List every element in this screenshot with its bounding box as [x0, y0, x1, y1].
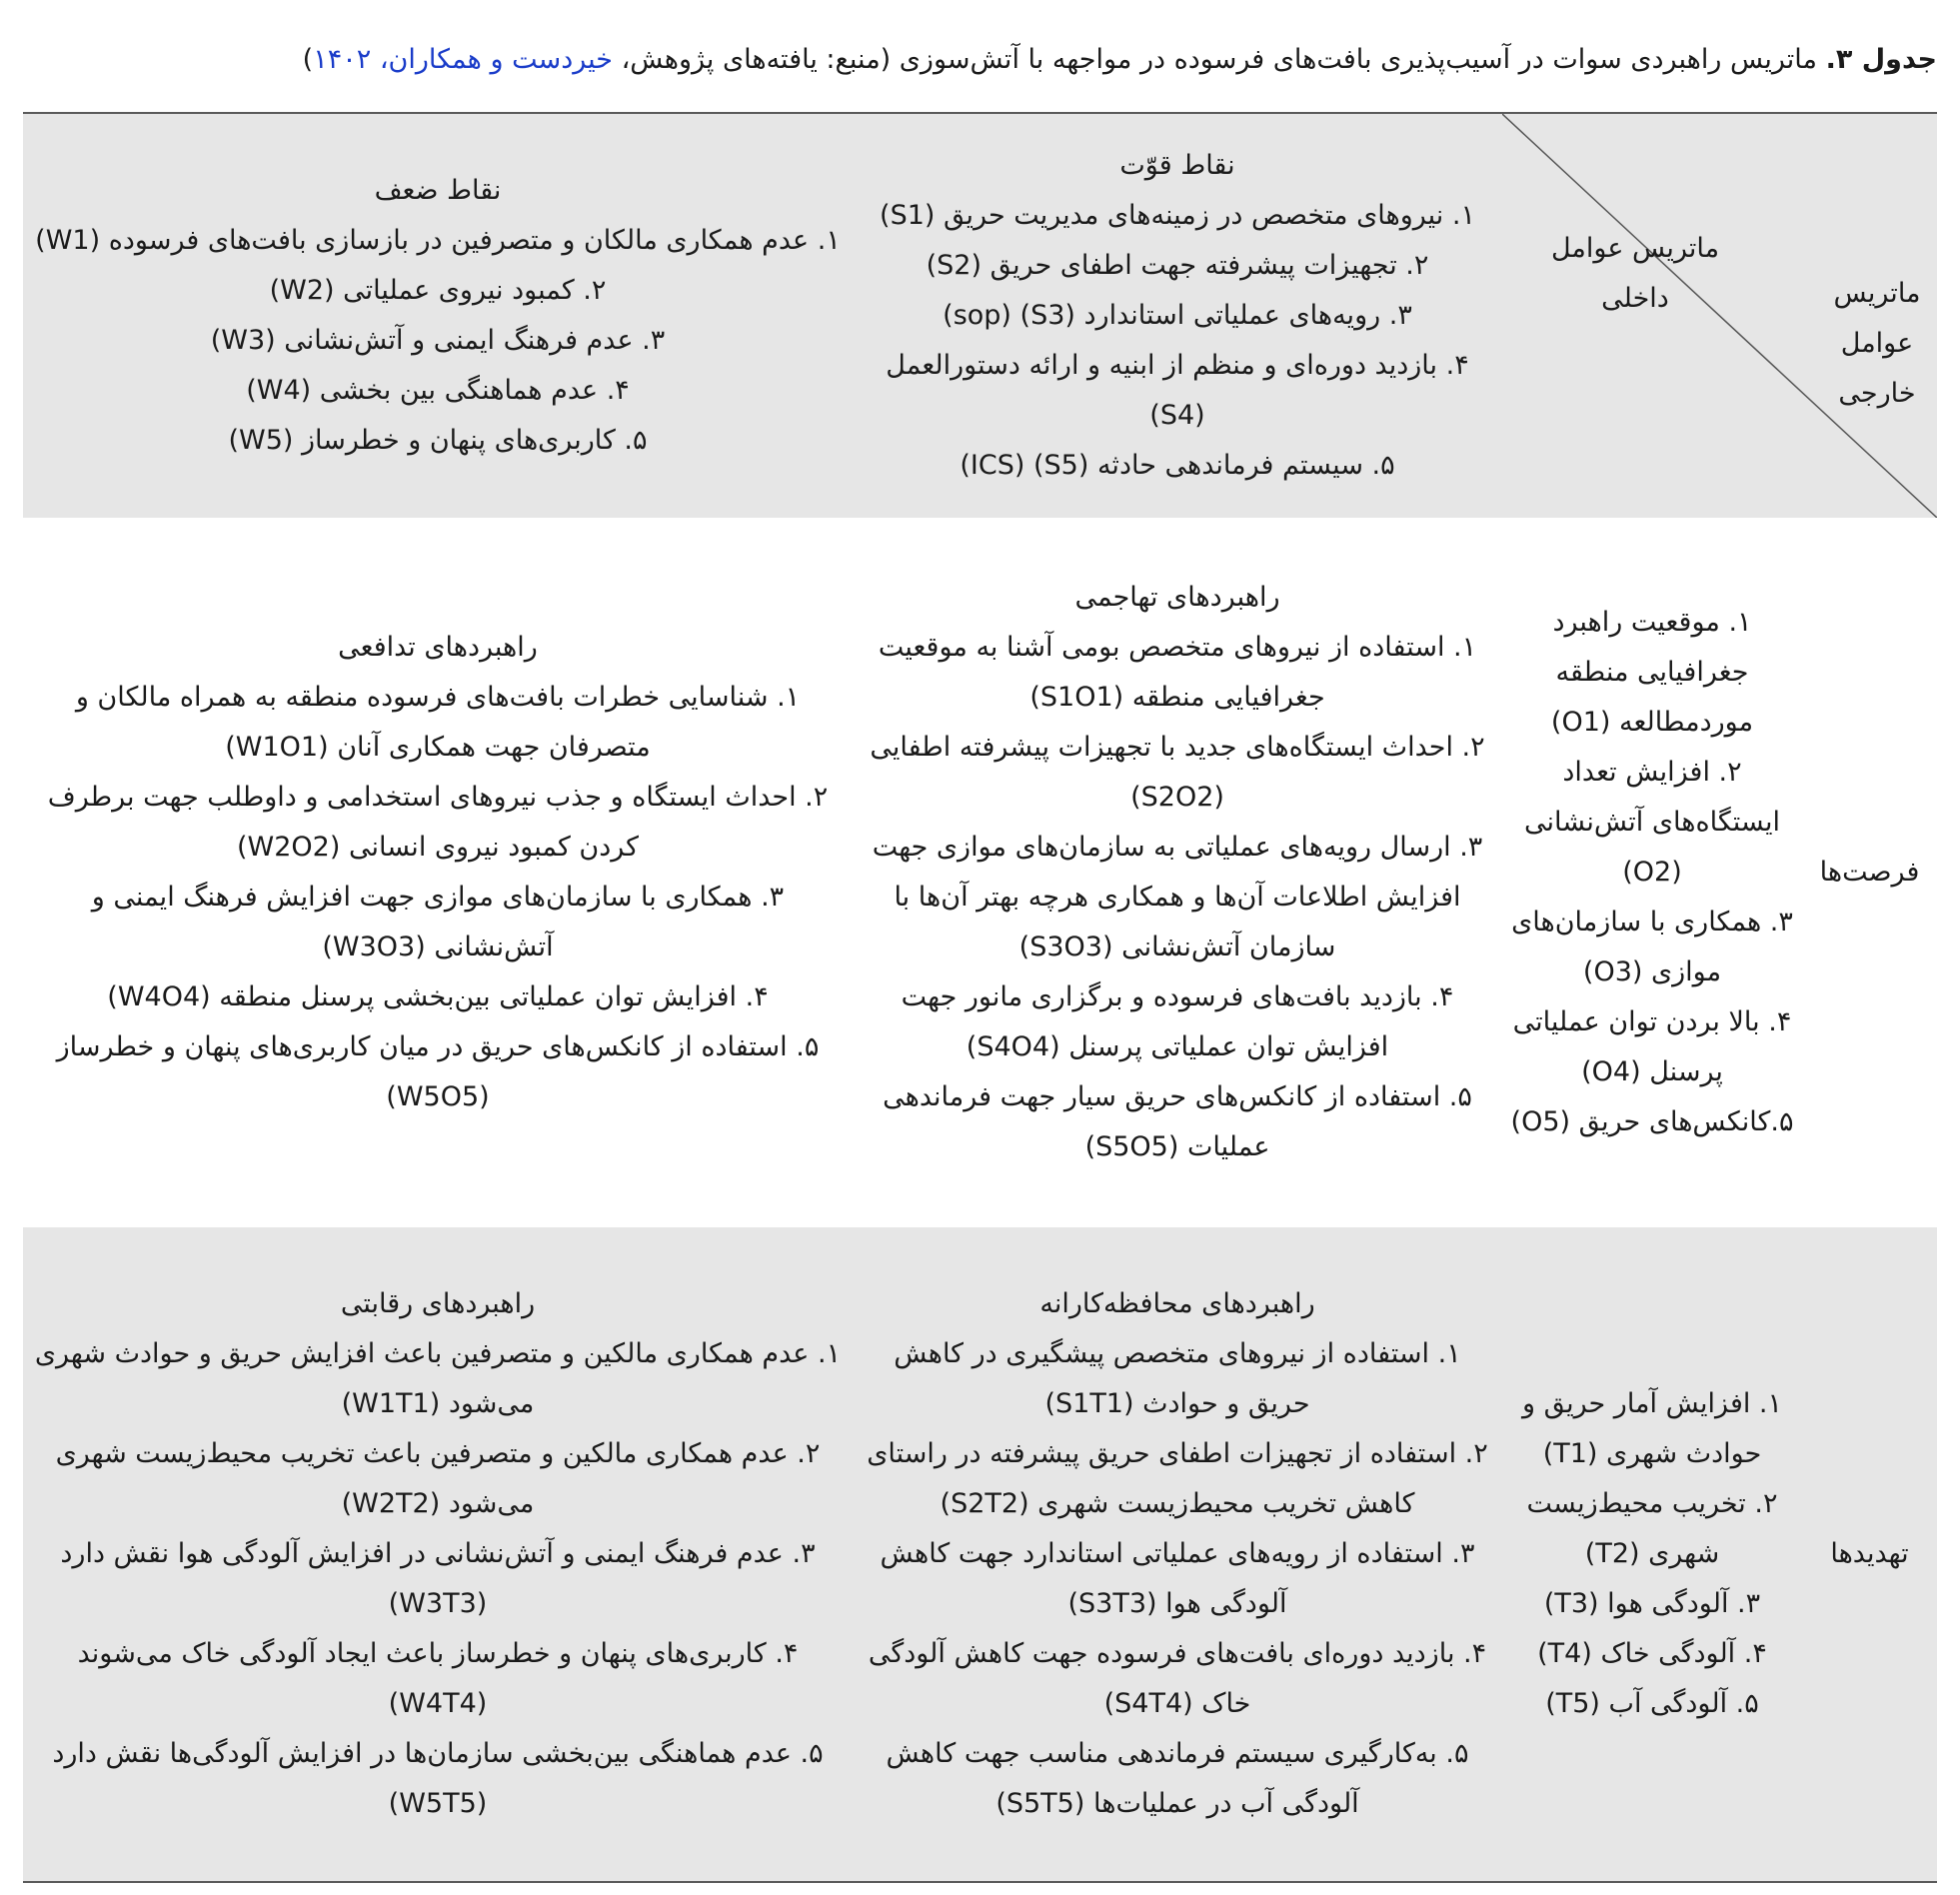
opportunity-item: ۱. موقعیت راهبرد جغرافیایی منطقه موردمطالعه (O1) — [1550, 607, 1754, 738]
strength-item: ۴. بازدید دوره‌ای و منظم از ابنیه و ارائه دستورالعمل (S4) — [886, 350, 1469, 431]
wt-strategy-item: ۴. کاربری‌های پنهان و خطرساز باعث ایجاد آلودگی خاک می‌شوند (W4T4) — [77, 1638, 799, 1719]
threats-row — [23, 1227, 1937, 1882]
st-strategy-item: ۳. استفاده از رویه‌های عملیاتی استاندارد جهت کاهش آلودگی هوا (S3T3) — [880, 1538, 1475, 1619]
so-strategy-item: ۳. ارسال رویه‌های عملیاتی به سازمان‌های موازی جهت افزایش اطلاعات آن‌ها و همکاری هرچه بهتر آن‌ها با سازمان آتش‌نشانی (S3O3) — [872, 832, 1483, 962]
external-factors-label: ماتریس عوامل خارجی — [1833, 278, 1921, 409]
wo-strategy-item: ۵. استفاده از کانکس‌های حریق در میان کاربری‌های پنهان و خطرساز (W5O5) — [56, 1031, 820, 1112]
caption-label: جدول ۳. — [1825, 44, 1937, 75]
threat-item: ۱. افزایش آمار حریق و حوادث شهری (T1) — [1521, 1388, 1783, 1469]
weakness-item: ۵. کاربری‌های پنهان و خطرساز (W5) — [228, 425, 648, 456]
threat-item: ۴. آلودگی خاک (T4) — [1537, 1638, 1767, 1669]
wt-strategies-title: راهبردهای رقابتی — [340, 1288, 536, 1319]
wo-strategy-item: ۲. احداث ایستگاه و جذب نیروهای استخدامی و داوطلب جهت برطرف کردن کمبود نیروی انسانی (W2O2) — [47, 782, 829, 863]
strength-item: ۲. تجهیزات پیشرفته جهت اطفای حریق (S2) — [926, 250, 1429, 281]
strengths-cell — [853, 113, 1502, 518]
strength-item: ۳. رویه‌های عملیاتی استاندارد (S3) (sop) — [943, 300, 1412, 331]
so-strategy-item: ۱. استفاده از نیروهای متخصص بومی آشنا به موقعیت جغرافیایی منطقه (S1O1) — [878, 632, 1477, 713]
header-row — [23, 113, 1937, 518]
so-strategies-cell — [853, 518, 1502, 1227]
weaknesses-title: نقاط ضعف — [374, 175, 502, 206]
opportunities-cell — [1502, 518, 1802, 1227]
opportunity-item: ۳. همکاری با سازمان‌های موازی (O3) — [1511, 907, 1793, 987]
weaknesses-cell — [23, 113, 853, 518]
weakness-item: ۲. کمبود نیروی عملیاتی (W2) — [269, 275, 607, 306]
threat-item: ۳. آلودگی هوا (T3) — [1543, 1588, 1761, 1619]
wt-strategies-cell — [23, 1227, 853, 1882]
wt-strategy-item: ۳. عدم فرهنگ ایمنی و آتش‌نشانی در افزایش آلودگی هوا نقش دارد (W3T3) — [60, 1538, 816, 1619]
strengths-title: نقاط قوّت — [1119, 150, 1235, 181]
caption-citation-link[interactable]: خیردست و همکاران، ۱۴۰۲ — [313, 44, 613, 75]
st-strategy-item: ۱. استفاده از نیروهای متخصص پیشگیری در کاهش حریق و حوادث (S1T1) — [894, 1338, 1461, 1419]
caption-text: ماتریس راهبردی سوات در آسیب‌پذیری بافت‌های فرسوده در مواجهه با آتش‌سوزی (منبع: یافته‌های پژوهش، — [612, 44, 1826, 75]
opportunities-label: فرصت‌ها — [1819, 857, 1920, 888]
so-strategy-item: ۵. استفاده از کانکس‌های حریق سیار جهت فرماندهی عملیات (S5O5) — [883, 1081, 1472, 1162]
wt-strategy-item: ۵. عدم هماهنگی بین‌بخشی سازمان‌ها در افزایش آلودگی‌ها نقش دارد (W5T5) — [52, 1738, 824, 1819]
threats-cell — [1502, 1227, 1802, 1882]
table-caption — [20, 40, 1937, 80]
swot-matrix-table — [23, 112, 1937, 1883]
wo-strategies-title: راهبردهای تدافعی — [338, 632, 538, 663]
opportunity-item: ۴. بالا بردن توان عملیاتی پرسنل (O4) — [1512, 1006, 1792, 1087]
so-strategy-item: ۲. احداث ایستگاه‌های جدید با تجهیزات پیشرفته اطفایی (S2O2) — [870, 732, 1485, 813]
weakness-item: ۴. عدم هماهنگی بین بخشی (W4) — [246, 375, 630, 406]
threat-item: ۵. آلودگی آب (T5) — [1545, 1688, 1759, 1719]
wo-strategy-item: ۱. شناسایی خطرات بافت‌های فرسوده منطقه به همراه مالکان و متصرفان جهت همکاری آنان (W1O1) — [75, 682, 801, 763]
wt-strategy-item: ۲. عدم همکاری مالکین و متصرفین باعث تخریب محیط‌زیست شهری می‌شود (W2T2) — [55, 1438, 821, 1519]
caption-close: ) — [302, 44, 314, 75]
weakness-item: ۱. عدم همکاری مالکان و متصرفین در بازسازی بافت‌های فرسوده (W1) — [35, 225, 841, 256]
so-strategy-item: ۴. بازدید بافت‌های فرسوده و برگزاری مانور جهت افزایش توان عملیاتی پرسنل (S4O4) — [901, 981, 1454, 1062]
strength-item: ۱. نیروهای متخصص در زمینه‌های مدیریت حریق (S1) — [880, 200, 1475, 231]
st-strategies-title: راهبردهای محافظه‌کارانه — [1039, 1288, 1315, 1319]
st-strategy-item: ۲. استفاده از تجهیزات اطفای حریق پیشرفته در راستای کاهش تخریب محیط‌زیست شهری (S2T2) — [867, 1438, 1488, 1519]
so-strategies-title: راهبردهای تهاجمی — [1074, 582, 1280, 613]
opportunity-item: ۵.کانکس‌های حریق (O5) — [1510, 1106, 1794, 1137]
opportunities-row — [23, 518, 1937, 1227]
weakness-item: ۳. عدم فرهنگ ایمنی و آتش‌نشانی (W3) — [210, 325, 666, 356]
wo-strategies-cell — [23, 518, 853, 1227]
strength-item: ۵. سیستم فرماندهی حادثه (S5) (ICS) — [960, 450, 1395, 481]
threat-item: ۲. تخریب محیط‌زیست شهری (T2) — [1526, 1488, 1778, 1569]
st-strategy-item: ۴. بازدید دوره‌ای بافت‌های فرسوده جهت کاهش آلودگی خاک (S4T4) — [868, 1638, 1487, 1719]
wo-strategy-item: ۴. افزایش توان عملیاتی بین‌بخشی پرسنل منطقه (W4O4) — [107, 981, 769, 1012]
st-strategies-cell — [853, 1227, 1502, 1882]
opportunity-item: ۲. افزایش تعداد ایستگاه‌های آتش‌نشانی (O2) — [1524, 757, 1780, 888]
threats-label: تهدیدها — [1802, 1227, 1937, 1882]
wo-strategy-item: ۳. همکاری با سازمان‌های موازی جهت افزایش فرهنگ ایمنی و آتش‌نشانی (W3O3) — [91, 882, 785, 962]
internal-factors-label: ماتریس عوامل داخلی — [1550, 233, 1720, 314]
st-strategy-item: ۵. به‌کارگیری سیستم فرماندهی مناسب جهت کاهش آلودگی آب در عملیات‌ها (S5T5) — [886, 1738, 1469, 1819]
corner-cell — [1502, 113, 1937, 518]
wt-strategy-item: ۱. عدم همکاری مالکین و متصرفین باعث افزایش حریق و حوادث شهری می‌شود (W1T1) — [34, 1338, 842, 1419]
